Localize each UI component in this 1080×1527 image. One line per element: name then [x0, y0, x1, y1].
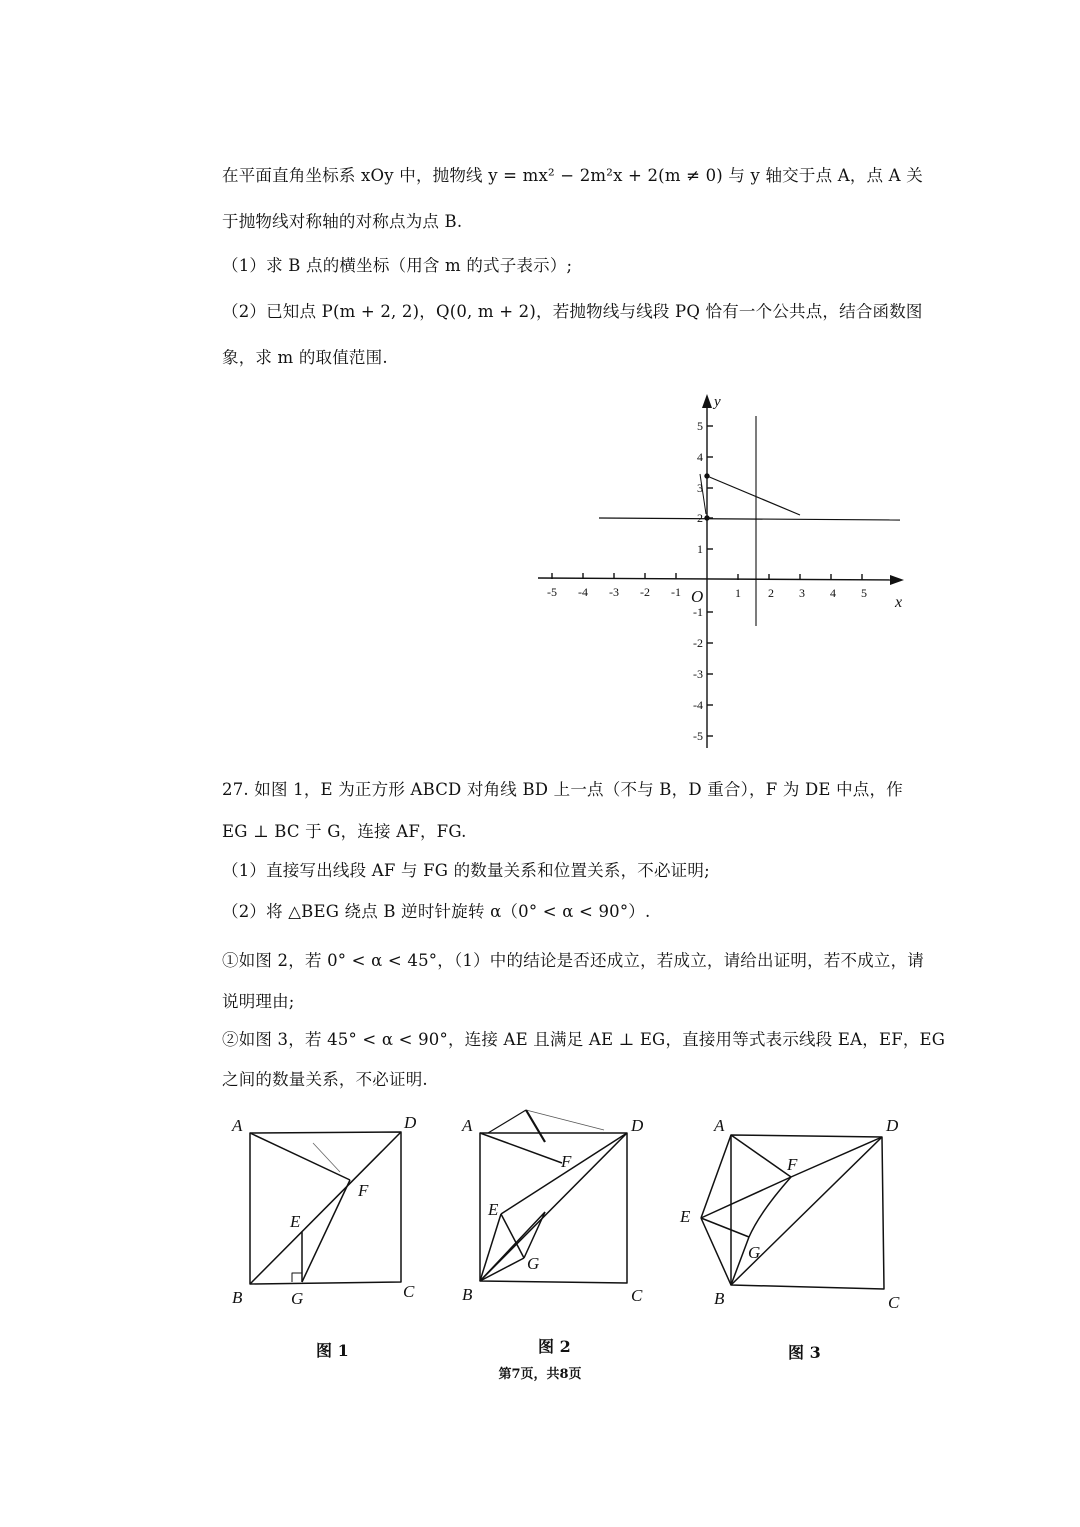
fig1-label-d: D [404, 1113, 417, 1132]
segment-pq-sketch [707, 476, 800, 515]
p27-sub1-line1: ①如图 2，若 0° < α < 45°，（1）中的结论是否还成立，若成立，请给出证明，若不成立，请 [222, 951, 925, 970]
x-axis [538, 578, 896, 580]
figure-1 [250, 1132, 401, 1284]
figure-2 [480, 1110, 627, 1283]
p27-sub1-line2: 说明理由; [222, 992, 295, 1011]
fig1-label-c: C [403, 1282, 415, 1301]
y-axis-label: y [714, 394, 721, 410]
fig3-label-c: C [888, 1293, 900, 1312]
line-y-equals-2 [599, 518, 900, 520]
x-tick-label: 1 [735, 586, 741, 600]
fig1-label-f: F [358, 1181, 369, 1200]
x-tick-label: 4 [830, 586, 836, 600]
y-tick-label: 5 [697, 419, 703, 433]
y-tick-label: -5 [693, 729, 703, 743]
x-tick-label: -3 [609, 585, 619, 599]
y-tick-label: -2 [693, 636, 703, 650]
fig2-label-e: E [488, 1200, 499, 1219]
y-tick-label: 2 [697, 511, 703, 525]
p27-sub2-line2: 之间的数量关系，不必证明. [222, 1070, 428, 1089]
p26-line1: 在平面直角坐标系 xOy 中，抛物线 y = mx² − 2m²x + 2(m ≠ 0) 与 y 轴交于点 A，点 A 关 [222, 166, 923, 185]
x-axis-label: x [895, 594, 903, 611]
fig3-label-g: G [748, 1243, 761, 1262]
p27-part2: （2）将 △BEG 绕点 B 逆时针旋转 α（0° < α < 90°）. [222, 902, 651, 921]
p27-line1: 27. 如图 1，E 为正方形 ABCD 对角线 BD 上一点（不与 B，D 重合），F 为 DE 中点，作 [222, 780, 903, 799]
x-tick-label: -4 [578, 585, 588, 599]
geometry-figures [0, 1090, 1080, 1370]
coordinate-graph [0, 0, 1080, 760]
x-tick-label: -2 [640, 585, 650, 599]
y-tick-label: 1 [697, 542, 703, 556]
point-q [705, 474, 709, 478]
fig2-label-a: A [462, 1116, 473, 1135]
page-footer: 第7页，共8页 [498, 1367, 582, 1382]
y-tick-label: -4 [693, 698, 703, 712]
fig3-label-e: E [680, 1207, 691, 1226]
fig2-label-b: B [462, 1285, 473, 1304]
fig1-label-g: G [291, 1289, 304, 1308]
fig2-label-f: F [561, 1152, 572, 1171]
y-tick-label: -1 [693, 605, 703, 619]
fig3-label-a: A [714, 1116, 725, 1135]
x-tick-label: 3 [799, 586, 805, 600]
y-tick-label: -3 [693, 667, 703, 681]
fig1-caption: 图 1 [316, 1341, 349, 1360]
fig1-label-b: B [232, 1288, 243, 1307]
y-ticks [707, 426, 713, 736]
p26-line2: 于抛物线对称轴的对称点为点 B. [222, 212, 463, 231]
origin-label: O [691, 587, 704, 606]
x-axis-arrow-icon [890, 575, 904, 585]
fig3-label-b: B [714, 1289, 725, 1308]
y-tick-label: 4 [697, 450, 703, 464]
fig2-label-g: G [527, 1254, 540, 1273]
y-tick-label: 3 [697, 481, 703, 495]
p26-part1: （1）求 B 点的横坐标（用含 m 的式子表示）; [222, 256, 573, 275]
x-tick-label: -1 [671, 585, 681, 599]
p26-part2-line2: 象，求 m 的取值范围. [222, 348, 388, 367]
x-tick-label: 2 [768, 586, 774, 600]
p27-sub2-line1: ②如图 3，若 45° < α < 90°，连接 AE 且满足 AE ⊥ EG，直接用等式表示线段 EA，EF，EG [222, 1030, 946, 1049]
p27-part1: （1）直接写出线段 AF 与 FG 的数量关系和位置关系，不必证明; [222, 861, 710, 880]
fig1-label-e: E [290, 1212, 301, 1231]
x-tick-label: 5 [861, 586, 867, 600]
y-axis-arrow-icon [702, 394, 712, 408]
point-a [705, 516, 709, 520]
fig2-label-d: D [631, 1116, 644, 1135]
fig3-label-d: D [886, 1116, 899, 1135]
fig3-caption: 图 3 [788, 1343, 821, 1362]
fig2-caption: 图 2 [538, 1337, 571, 1356]
fig3-label-f: F [787, 1155, 798, 1174]
fig2-label-c: C [631, 1286, 643, 1305]
p27-line2: EG ⊥ BC 于 G，连接 AF，FG. [222, 822, 467, 841]
x-tick-label: -5 [547, 585, 557, 599]
p26-part2-line1: （2）已知点 P(m + 2, 2)，Q(0, m + 2)，若抛物线与线段 PQ 恰有一个公共点，结合函数图 [222, 302, 923, 321]
fig1-label-a: A [232, 1116, 243, 1135]
